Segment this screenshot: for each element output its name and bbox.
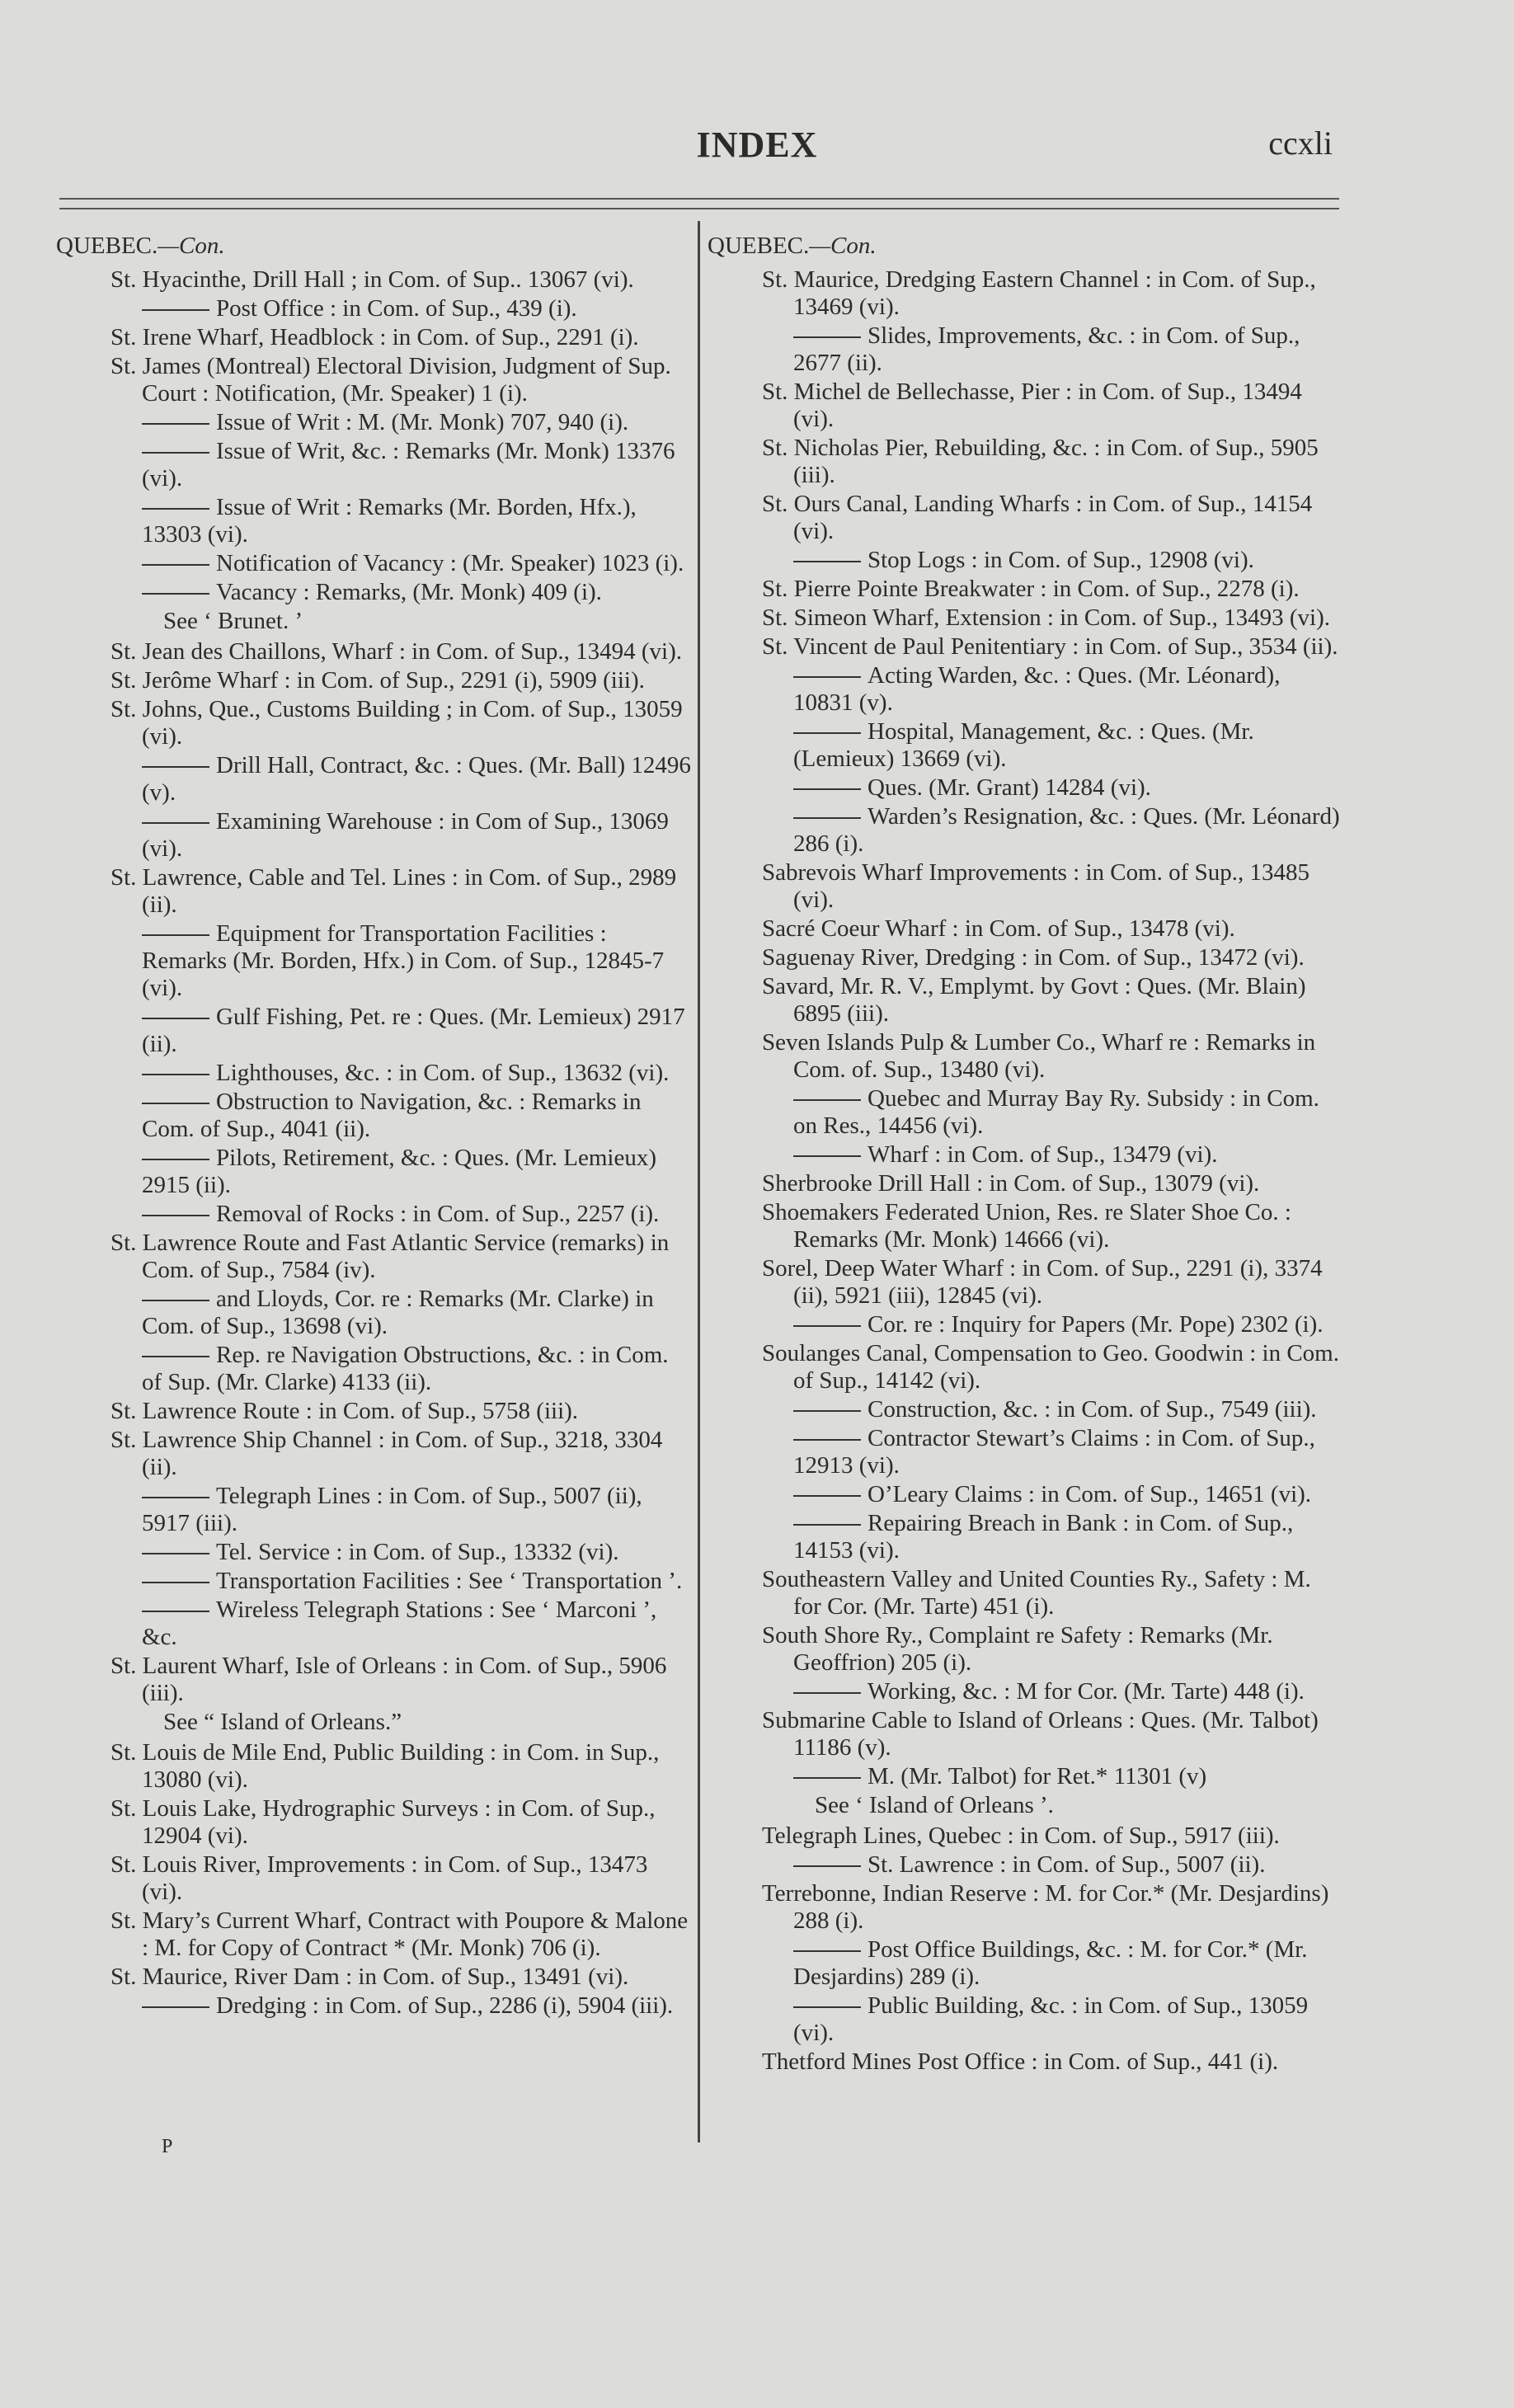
index-entry: St. Johns, Que., Customs Building ; in Com. of Sup., 13059 (vi).	[110, 696, 683, 750]
index-entry: St. Irene Wharf, Headblock : in Com. of Sup., 2291 (i).	[110, 324, 639, 350]
index-entry: St. Louis de Mile End, Public Building : in Com. in Sup., 13080 (vi).	[110, 1739, 660, 1793]
index-entry: St. Pierre Pointe Breakwater : in Com. of Sup., 2278 (i).	[762, 576, 1300, 602]
index-subentry: Wharf : in Com. of Sup., 13479 (vi).	[708, 1141, 1342, 1169]
index-subentry: M. (Mr. Talbot) for Ret.* 11301 (v)	[708, 1763, 1342, 1790]
signature-mark: P	[162, 2136, 173, 2157]
index-subentry: Acting Warden, &c. : Ques. (Mr. Léonard), 10831 (v).	[793, 662, 1281, 716]
index-subentry: Gulf Fishing, Pet. re : Ques. (Mr. Lemieux) 2917 (ii).	[142, 1004, 685, 1057]
index-entry: South Shore Ry., Complaint re Safety : Remarks (Mr. Geoffrion) 205 (i).	[762, 1622, 1273, 1676]
index-subentry: Repairing Breach in Bank : in Com. of Sup., 14153 (vi).	[793, 1510, 1294, 1564]
index-subentry: Tel. Service : in Com. of Sup., 13332 (vi).	[56, 1539, 691, 1566]
index-entry: St. Nicholas Pier, Rebuilding, &c. : in Com. of Sup., 5905 (iii).	[762, 435, 1319, 488]
index-entry: St. Jerôme Wharf : in Com. of Sup., 2291 (i), 5909 (iii).	[110, 667, 645, 694]
index-subentry: Post Office : in Com. of Sup., 439 (i).	[56, 295, 691, 322]
index-subentry: Vacancy : Remarks, (Mr. Monk) 409 (i).	[56, 579, 691, 606]
index-entry: St. Ours Canal, Landing Wharfs : in Com. of Sup., 14154 (vi).	[762, 491, 1313, 544]
index-entry: Telegraph Lines, Quebec : in Com. of Sup., 5917 (iii).	[762, 1822, 1280, 1849]
index-subentry: Pilots, Retirement, &c. : Ques. (Mr. Lemieux) 2915 (ii).	[142, 1145, 656, 1198]
index-subentry: Transportation Facilities : See ‘ Transportation ’.	[56, 1568, 691, 1595]
page-number: ccxli	[1268, 125, 1333, 162]
index-subentry: Issue of Writ : Remarks (Mr. Borden, Hfx.), 13303 (vi).	[142, 494, 637, 548]
index-entry: St. Maurice, River Dam : in Com. of Sup., 13491 (vi).	[110, 1964, 629, 1990]
index-subentry: Construction, &c. : in Com. of Sup., 7549 (iii).	[708, 1396, 1342, 1423]
index-entry: Savard, Mr. R. V., Emplymt. by Govt : Ques. (Mr. Blain) 6895 (iii).	[762, 973, 1306, 1027]
index-entry: St. James (Montreal) Electoral Division, Judgment of Sup. Court : Notification, (Mr. Speaker) 1 (i).	[110, 353, 671, 407]
see-reference: See ‘ Brunet. ’	[163, 608, 303, 634]
index-entry: St. Lawrence Route and Fast Atlantic Service (remarks) in Com. of Sup., 7584 (iv).	[110, 1230, 670, 1283]
index-entry: Terrebonne, Indian Reserve : M. for Cor.* (Mr. Desjardins) 288 (i).	[762, 1880, 1329, 1934]
section-heading: QUEBEC.—Con.	[708, 233, 877, 259]
index-entry: St. Louis Lake, Hydrographic Surveys : in Com. of Sup., 12904 (vi).	[110, 1795, 656, 1849]
header-rule-bottom	[59, 208, 1339, 209]
index-subentry: Cor. re : Inquiry for Papers (Mr. Pope) 2302 (i).	[708, 1311, 1342, 1338]
header-rule-top	[59, 198, 1339, 200]
see-reference: See “ Island of Orleans.”	[163, 1709, 402, 1735]
index-subentry: Quebec and Murray Bay Ry. Subsidy : in Com. on Res., 14456 (vi).	[793, 1085, 1319, 1139]
index-entry: Sorel, Deep Water Wharf : in Com. of Sup., 2291 (i), 3374 (ii), 5921 (iii), 12845 (vi).	[762, 1255, 1323, 1309]
index-entry: Sherbrooke Drill Hall : in Com. of Sup., 13079 (vi).	[762, 1170, 1260, 1197]
index-entry: St. Lawrence Ship Channel : in Com. of Sup., 3218, 3304 (ii).	[110, 1427, 663, 1480]
index-subentry: Ques. (Mr. Grant) 14284 (vi).	[708, 774, 1342, 802]
index-subentry: Public Building, &c. : in Com. of Sup., 13059 (vi).	[793, 1992, 1309, 2046]
index-entry: St. Hyacinthe, Drill Hall ; in Com. of Sup.. 13067 (vi).	[110, 266, 634, 293]
index-entry: Submarine Cable to Island of Orleans : Ques. (Mr. Talbot) 11186 (v).	[762, 1707, 1319, 1761]
index-subentry: Telegraph Lines : in Com. of Sup., 5007 (ii), 5917 (iii).	[142, 1483, 642, 1536]
index-entry: St. Lawrence Route : in Com. of Sup., 5758 (iii).	[110, 1398, 579, 1424]
index-entry: St. Maurice, Dredging Eastern Channel : in Com. of Sup., 13469 (vi).	[762, 266, 1316, 320]
index-subentry: Rep. re Navigation Obstructions, &c. : in Com. of Sup. (Mr. Clarke) 4133 (ii).	[142, 1342, 669, 1395]
index-entry: St. Simeon Wharf, Extension : in Com. of Sup., 13493 (vi).	[762, 604, 1330, 631]
index-subentry: Issue of Writ : M. (Mr. Monk) 707, 940 (i).	[56, 409, 691, 436]
left-column	[56, 233, 691, 2021]
index-subentry: Working, &c. : M for Cor. (Mr. Tarte) 448 (i).	[708, 1678, 1342, 1705]
index-entry: St. Vincent de Paul Penitentiary : in Com. of Sup., 3534 (ii).	[762, 633, 1338, 660]
index-entry: St. Jean des Chaillons, Wharf : in Com. of Sup., 13494 (vi).	[110, 638, 682, 665]
index-entry: Shoemakers Federated Union, Res. re Slater Shoe Co. : Remarks (Mr. Monk) 14666 (vi).	[762, 1199, 1291, 1253]
section-heading: QUEBEC.—Con.	[56, 233, 225, 259]
column-divider	[698, 221, 700, 2142]
index-entry: St. Laurent Wharf, Isle of Orleans : in Com. of Sup., 5906 (iii).	[110, 1653, 667, 1706]
index-entry: St. Lawrence, Cable and Tel. Lines : in Com. of Sup., 2989 (ii).	[110, 864, 677, 918]
index-subentry: Dredging : in Com. of Sup., 2286 (i), 5904 (iii).	[56, 1992, 691, 2020]
right-column	[708, 233, 1342, 2077]
index-entry: Sacré Coeur Wharf : in Com. of Sup., 13478 (vi).	[762, 915, 1235, 942]
index-subentry: Issue of Writ, &c. : Remarks (Mr. Monk) 13376 (vi).	[142, 438, 675, 491]
index-subentry: Equipment for Transportation Facilities : Remarks (Mr. Borden, Hfx.) in Com. of Sup., 12845-7 (vi).	[142, 920, 665, 1001]
index-entry: St. Louis River, Improvements : in Com. of Sup., 13473 (vi).	[110, 1851, 648, 1905]
page-title: INDEX	[696, 125, 818, 165]
index-subentry: Lighthouses, &c. : in Com. of Sup., 13632 (vi).	[56, 1060, 691, 1087]
see-reference: See ‘ Island of Orleans ’.	[815, 1792, 1054, 1818]
index-entry: Sabrevois Wharf Improvements : in Com. of Sup., 13485 (vi).	[762, 859, 1309, 913]
index-entry: St. Michel de Bellechasse, Pier : in Com. of Sup., 13494 (vi).	[762, 379, 1302, 432]
index-subentry: Stop Logs : in Com. of Sup., 12908 (vi).	[708, 547, 1342, 574]
index-subentry: Examining Warehouse : in Com of Sup., 13069 (vi).	[142, 808, 669, 862]
index-subentry: Drill Hall, Contract, &c. : Ques. (Mr. Ball) 12496 (v).	[142, 752, 691, 806]
index-subentry: Contractor Stewart’s Claims : in Com. of Sup., 12913 (vi).	[793, 1425, 1315, 1479]
index-entry: Seven Islands Pulp & Lumber Co., Wharf re : Remarks in Com. of. Sup., 13480 (vi).	[762, 1029, 1316, 1083]
index-subentry: Post Office Buildings, &c. : M. for Cor.* (Mr. Desjardins) 289 (i).	[793, 1936, 1308, 1990]
index-entry: Saguenay River, Dredging : in Com. of Sup., 13472 (vi).	[762, 944, 1305, 971]
index-subentry: Hospital, Management, &c. : Ques. (Mr. (Lemieux) 13669 (vi).	[793, 718, 1254, 772]
index-subentry: St. Lawrence : in Com. of Sup., 5007 (ii).	[708, 1851, 1342, 1879]
index-entry: Soulanges Canal, Compensation to Geo. Goodwin : in Com. of Sup., 14142 (vi).	[762, 1340, 1339, 1394]
index-entry: St. Mary’s Current Wharf, Contract with Poupore & Malone : M. for Copy of Contract * (Mr. Monk) 706 (i).	[110, 1907, 689, 1961]
index-subentry: Notification of Vacancy : (Mr. Speaker) 1023 (i).	[56, 550, 691, 577]
index-subentry: Removal of Rocks : in Com. of Sup., 2257 (i).	[56, 1201, 691, 1228]
index-entry: Thetford Mines Post Office : in Com. of Sup., 441 (i).	[762, 2048, 1279, 2075]
index-subentry: Obstruction to Navigation, &c. : Remarks in Com. of Sup., 4041 (ii).	[142, 1089, 642, 1142]
index-subentry: O’Leary Claims : in Com. of Sup., 14651 (vi).	[708, 1481, 1342, 1508]
index-entry: Southeastern Valley and United Counties Ry., Safety : M. for Cor. (Mr. Tarte) 451 (i).	[762, 1566, 1311, 1620]
index-subentry: and Lloyds, Cor. re : Remarks (Mr. Clarke) in Com. of Sup., 13698 (vi).	[142, 1286, 654, 1339]
index-subentry: Slides, Improvements, &c. : in Com. of Sup., 2677 (ii).	[793, 322, 1300, 376]
index-subentry: Warden’s Resignation, &c. : Ques. (Mr. Léonard) 286 (i).	[793, 803, 1340, 857]
index-subentry: Wireless Telegraph Stations : See ‘ Marconi ’, &c.	[142, 1597, 657, 1650]
